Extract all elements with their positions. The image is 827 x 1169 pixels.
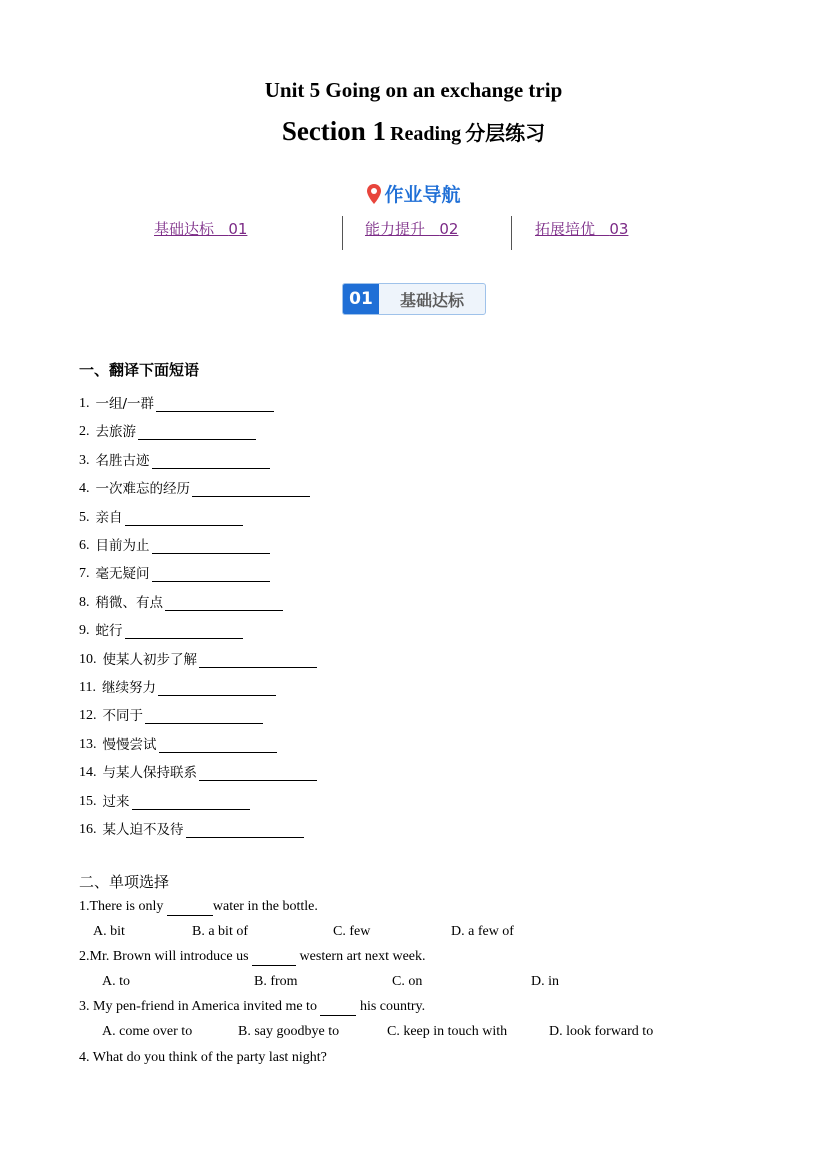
item-text: 与某人保持联系 <box>102 765 197 782</box>
item-text: 亲自 <box>95 509 123 526</box>
section-badge <box>342 283 486 315</box>
phrase-item <box>79 562 270 582</box>
item-number: 12. <box>79 708 97 724</box>
item-text: 一组/一群 <box>95 396 155 412</box>
phrase-item <box>79 420 256 440</box>
item-text: 不同于 <box>102 708 143 725</box>
phrase-item <box>79 449 270 469</box>
section-title <box>0 116 827 147</box>
answer-blank[interactable] <box>145 709 263 724</box>
item-text: 稍微、有点 <box>95 594 163 611</box>
badge-number: 01 <box>343 284 379 314</box>
item-text: 使某人初步了解 <box>102 651 197 668</box>
section-label: Section 1 <box>281 116 387 146</box>
phrase-item <box>79 704 263 724</box>
answer-blank[interactable] <box>252 949 296 966</box>
question-2: 2.Mr. Brown will introduce us western art next week. <box>79 949 426 964</box>
item-text: 继续努力 <box>101 680 156 696</box>
nav-link-basic[interactable]: 基础达标 01 <box>154 220 248 238</box>
answer-blank[interactable] <box>152 567 270 582</box>
phrase-item <box>79 392 274 412</box>
part1-heading: 一、翻译下面短语 <box>79 361 200 379</box>
item-text: 目前为止 <box>95 538 150 554</box>
homework-nav <box>0 214 827 250</box>
answer-blank[interactable] <box>199 766 317 781</box>
item-text: 某人迫不及待 <box>102 822 184 838</box>
answer-blank[interactable] <box>167 899 213 916</box>
phrase-item <box>79 761 317 781</box>
phrase-item <box>79 790 250 810</box>
answer-blank[interactable] <box>152 454 270 469</box>
option-c[interactable]: C. keep in touch with <box>387 1024 508 1039</box>
option-c[interactable]: C. few <box>333 924 371 939</box>
item-text: 过来 <box>102 793 130 810</box>
question-4: 4. What do you think of the party last night? <box>79 1050 327 1065</box>
item-number: 14. <box>79 765 97 781</box>
answer-blank[interactable] <box>199 653 317 668</box>
option-d[interactable]: D. look forward to <box>549 1024 654 1039</box>
item-number: 16. <box>79 822 97 837</box>
option-a[interactable]: A. come over to <box>102 1024 193 1039</box>
item-number: 6. <box>79 538 90 553</box>
phrase-item <box>79 477 310 497</box>
answer-blank[interactable] <box>158 681 276 696</box>
phrase-item <box>79 676 276 696</box>
badge-text: 基础达标 <box>399 290 464 310</box>
answer-blank[interactable] <box>152 539 270 554</box>
answer-blank[interactable] <box>125 624 243 639</box>
answer-blank[interactable] <box>132 795 250 810</box>
item-text: 去旅游 <box>95 424 136 441</box>
item-number: 7. <box>79 566 90 582</box>
nav-title-text: 作业导航 <box>384 184 461 206</box>
phrase-item <box>79 591 283 611</box>
item-text: 一次难忘的经历 <box>95 481 190 498</box>
answer-blank[interactable] <box>192 482 310 497</box>
item-number: 4. <box>79 481 90 497</box>
nav-divider <box>511 216 512 250</box>
item-number: 15. <box>79 793 97 809</box>
answer-blank[interactable] <box>138 425 256 440</box>
item-number: 11. <box>79 680 96 695</box>
reading-label: Reading <box>390 123 462 145</box>
phrase-item <box>79 733 277 753</box>
phrase-item <box>79 648 317 668</box>
item-number: 1. <box>79 396 90 411</box>
option-b[interactable]: B. say goodbye to <box>238 1024 340 1039</box>
phrase-item <box>79 506 243 526</box>
location-pin-icon <box>366 183 382 205</box>
phrase-item <box>79 534 270 554</box>
option-a[interactable]: A. bit <box>93 924 125 939</box>
nav-link-extension[interactable]: 拓展培优 03 <box>535 220 629 238</box>
item-number: 10. <box>79 651 97 667</box>
nav-link-ability[interactable]: 能力提升 02 <box>365 220 459 238</box>
answer-blank[interactable] <box>125 511 243 526</box>
item-number: 5. <box>79 509 90 525</box>
option-a[interactable]: A. to <box>102 974 130 989</box>
question-1: 1.There is only water in the bottle. <box>79 899 318 914</box>
item-number: 13. <box>79 736 97 752</box>
item-number: 3. <box>79 452 90 468</box>
item-text: 毫无疑问 <box>95 566 150 583</box>
nav-divider <box>342 216 343 250</box>
page-title: Unit 5 Going on an exchange trip <box>264 78 563 102</box>
item-number: 9. <box>79 623 90 639</box>
option-b[interactable]: B. from <box>254 974 298 989</box>
option-d[interactable]: D. in <box>531 974 559 989</box>
answer-blank[interactable] <box>165 596 283 611</box>
phrase-item <box>79 619 243 639</box>
item-text: 蛇行 <box>95 623 123 640</box>
option-c[interactable]: C. on <box>392 974 423 989</box>
item-text: 慢慢尝试 <box>102 736 157 753</box>
homework-nav-title <box>0 180 827 207</box>
answer-blank[interactable] <box>159 738 277 753</box>
title-suffix: 分层练习 <box>465 123 546 145</box>
question-3: 3. My pen-friend in America invited me to his country. <box>79 999 426 1014</box>
option-b[interactable]: B. a bit of <box>192 924 248 939</box>
phrase-item <box>79 818 304 838</box>
answer-blank[interactable] <box>156 397 274 412</box>
part2-heading: 二、单项选择 <box>79 873 170 891</box>
answer-blank[interactable] <box>320 999 356 1016</box>
answer-blank[interactable] <box>186 823 304 838</box>
item-number: 8. <box>79 594 90 610</box>
item-number: 2. <box>79 424 90 440</box>
item-text: 名胜古迹 <box>95 452 150 469</box>
option-d[interactable]: D. a few of <box>451 924 514 939</box>
